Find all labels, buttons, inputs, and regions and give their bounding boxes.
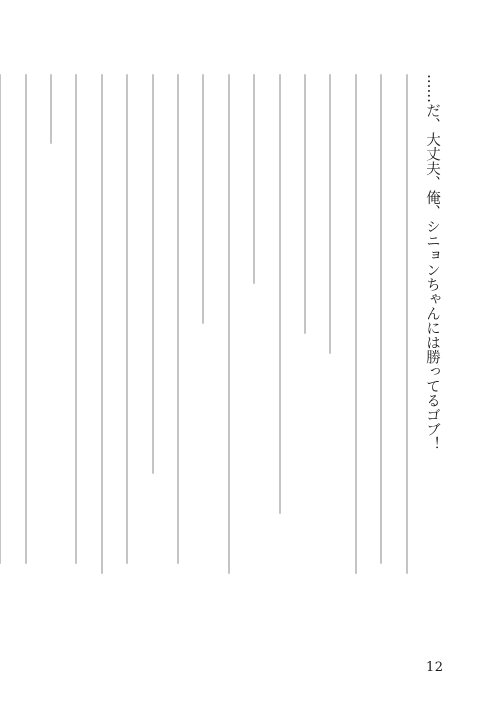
text-line-placeholder <box>25 74 27 564</box>
text-line-placeholder <box>0 74 1 564</box>
text-line <box>393 74 418 574</box>
text-line-placeholder <box>126 74 128 564</box>
text-line-placeholder <box>50 74 52 144</box>
text-line <box>317 74 342 574</box>
text-line <box>292 74 317 574</box>
text-line-placeholder <box>406 74 408 574</box>
vertical-text-block <box>62 74 444 574</box>
text-line-placeholder <box>279 74 281 514</box>
text-line <box>38 74 63 574</box>
text-line-placeholder <box>304 74 306 334</box>
text-line-placeholder <box>228 74 230 574</box>
text-line <box>165 74 190 574</box>
text-line-placeholder <box>177 74 179 564</box>
text-line <box>12 74 37 574</box>
text-line <box>63 74 88 574</box>
text-line-placeholder <box>152 74 154 474</box>
text-line <box>114 74 139 574</box>
text-line <box>342 74 367 574</box>
text-line-placeholder <box>101 74 103 574</box>
text-line: ……だ、大丈夫、俺、シニョンちゃんには勝ってるゴブ！ <box>424 74 440 451</box>
text-line <box>139 74 164 574</box>
text-line <box>266 74 291 574</box>
text-line-placeholder <box>355 74 357 574</box>
page-number: 12 <box>426 660 444 675</box>
text-line <box>190 74 215 574</box>
text-line-placeholder <box>75 74 77 564</box>
text-line-placeholder <box>380 74 382 564</box>
text-line <box>368 74 393 574</box>
text-line-placeholder <box>253 74 255 284</box>
text-line <box>241 74 266 574</box>
text-line <box>215 74 240 574</box>
text-line-placeholder <box>329 74 331 354</box>
text-line <box>0 74 12 574</box>
text-line-placeholder <box>202 74 204 324</box>
text-line <box>88 74 113 574</box>
